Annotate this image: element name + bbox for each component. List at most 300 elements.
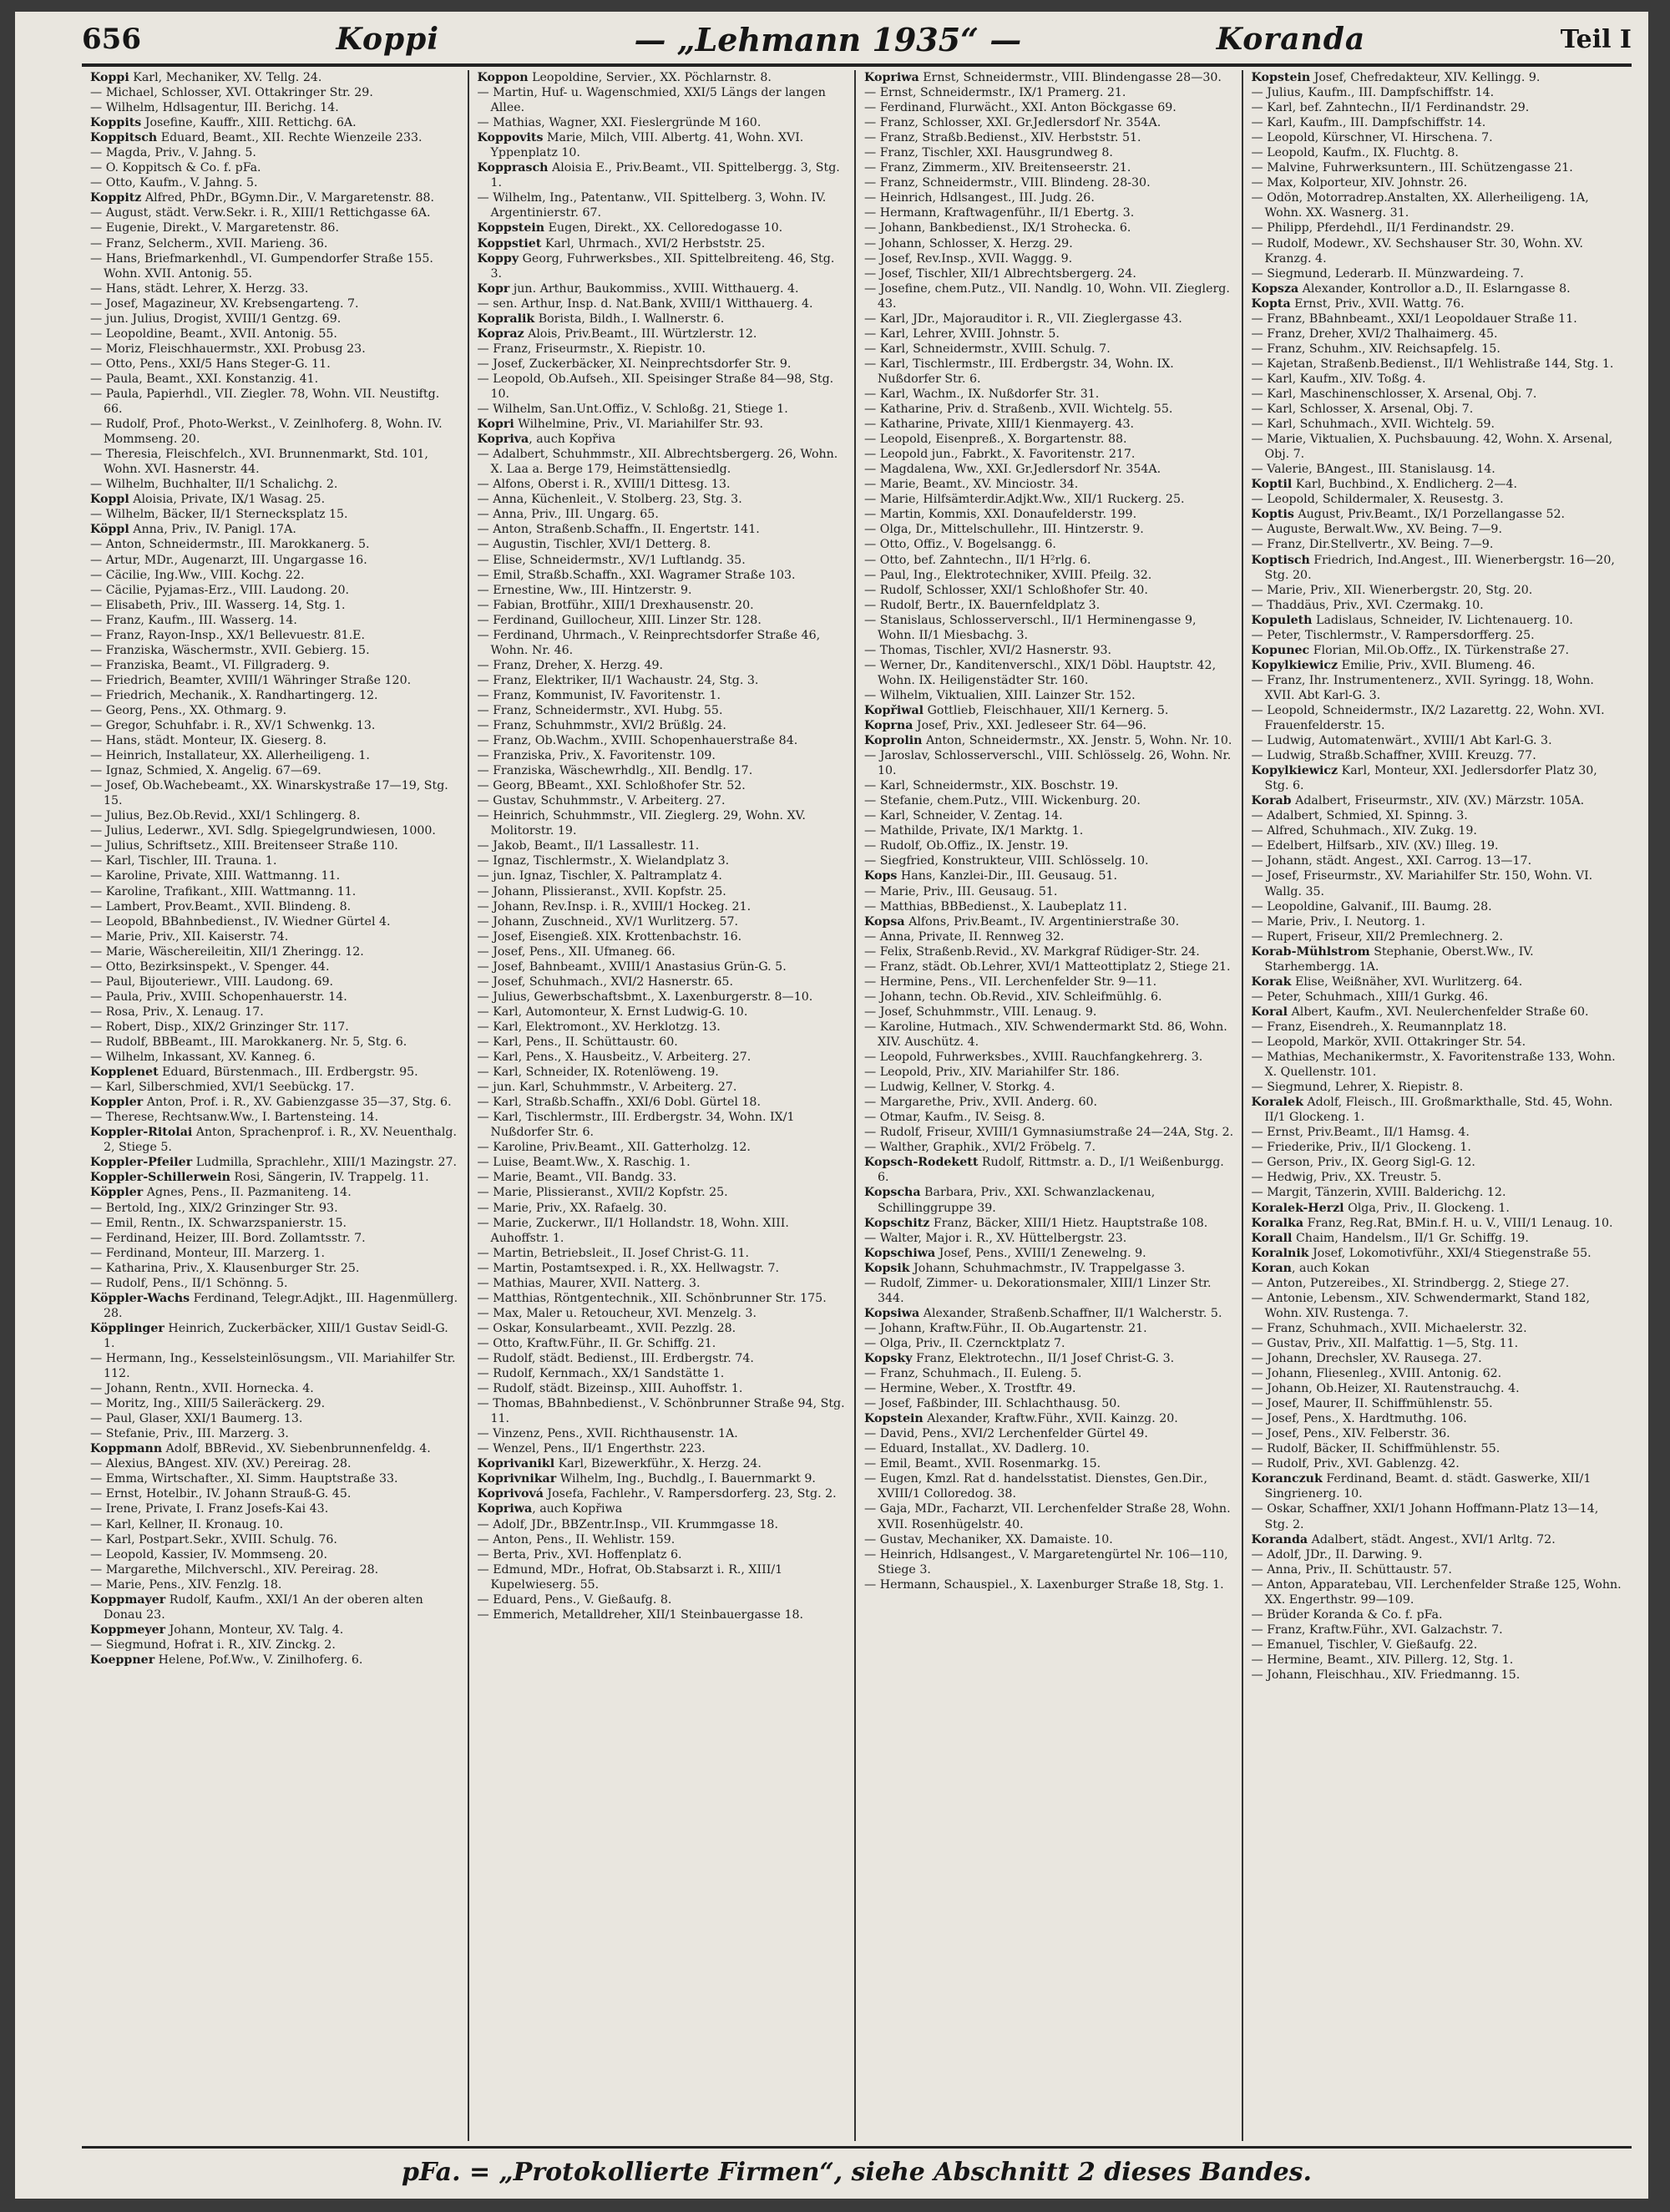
directory-entry — [90, 205, 461, 220]
entry-text: — Johann, Drechsler, XV. Rausega. 27. — [1251, 1351, 1482, 1365]
entry-text: — Josef, Ob.Wachebeamt., XX. Winarskystraße 17—19, Stg. 15. — [90, 779, 448, 808]
entry-text: — Rudolf, Bertr., IX. Bauernfeldplatz 3. — [864, 598, 1101, 612]
directory-entry — [864, 522, 1235, 537]
directory-entry — [90, 115, 461, 130]
entry-text: — Julius, Lederwr., XVI. Sdlg. Spiegelgrundwiesen, 1000. — [90, 824, 436, 838]
entry-text: — Anton, Pens., II. Wehlistr. 159. — [477, 1532, 676, 1546]
entry-text: Anna, Priv., IV. Panigl. 17A. — [129, 523, 296, 537]
directory-entry — [478, 1562, 848, 1592]
directory-entry — [864, 100, 1235, 115]
entry-text: — Mathias, Mechanikermstr., X. Favoritenstraße 133, Wohn. X. Quellenstr. 101. — [1251, 1050, 1616, 1080]
entry-text: — Gustav, Priv., XII. Malfattig. 1—5, Stg. 11. — [1251, 1336, 1519, 1350]
directory-entry — [478, 1050, 848, 1065]
directory-entry — [1252, 1441, 1622, 1456]
directory-entry — [90, 628, 461, 643]
directory-entry — [90, 372, 461, 387]
directory-entry — [478, 1080, 848, 1095]
entry-text: — Olga, Priv., II. Czerncktplatz 7. — [864, 1336, 1065, 1350]
entry-text: — August, städt. Verw.Sekr. i. R., XIII/1 Rettichgasse 6A. — [90, 206, 431, 220]
directory-entry — [90, 1396, 461, 1411]
directory-entry — [478, 553, 848, 568]
entry-surname: Kopriwa — [864, 71, 919, 84]
entry-text: — Karl, Pens., X. Hausbeitz., V. Arbeiterg. 27. — [477, 1050, 752, 1065]
entry-surname: Koralka — [1251, 1216, 1304, 1230]
entry-text: — Marie, Priv., I. Neutorg. 1. — [1251, 914, 1425, 929]
entry-text: Alfons, Priv.Beamt., IV. Argentinierstraße 30. — [904, 914, 1180, 929]
entry-text: Ernst, Schneidermstr., VIII. Blindengasse 28—30. — [918, 71, 1222, 84]
entry-text: Eduard, Bürstenmach., III. Erdbergstr. 95. — [158, 1066, 418, 1080]
entry-text: Heinrich, Zuckerbäcker, XIII/1 Gustav Seidl-G. 1. — [104, 1321, 448, 1350]
entry-text: — Ludwig, Kellner, V. Storkg. 4. — [864, 1081, 1055, 1095]
directory-entry — [864, 387, 1235, 402]
entry-text: Gottlieb, Fleischhauer, XII/1 Kernerg. 5. — [924, 703, 1169, 717]
entry-text: Rosi, Sängerin, IV. Trappelg. 11. — [230, 1171, 429, 1185]
entry-text: — Ferdinand, Flurwächt., XXI. Anton Böckgasse 69. — [864, 101, 1177, 115]
directory-entry — [864, 1441, 1235, 1456]
directory-entry — [90, 326, 461, 342]
entry-surname: Kopprasch — [477, 161, 549, 175]
directory-entry — [478, 372, 848, 402]
directory-entry — [864, 929, 1235, 944]
entry-text: — Wilhelm, Hdlsagentur, III. Berichg. 14. — [90, 101, 339, 115]
directory-entry — [864, 1366, 1235, 1381]
directory-entry — [478, 1501, 848, 1516]
entry-text: — Karl, Kaufm., III. Dampfschiffstr. 14. — [1251, 116, 1486, 130]
directory-entry — [1252, 507, 1622, 522]
directory-entry — [864, 974, 1235, 990]
entry-text: — Friedrich, Mechanik., X. Randhartingerg. 12. — [90, 688, 378, 702]
directory-entry — [90, 1501, 461, 1516]
directory-entry — [864, 251, 1235, 266]
directory-entry — [478, 1381, 848, 1396]
entry-text: — Johann, Rev.Insp. i. R., XVIII/1 Hockeg. 21. — [477, 899, 752, 914]
entry-text: , auch Kopřiwa — [532, 1502, 623, 1516]
directory-entry — [478, 492, 848, 507]
entry-surname: Koppon — [477, 71, 529, 84]
directory-entry — [1252, 1050, 1622, 1080]
entry-text: — Leopoldine, Beamt., XVII. Antonig. 55. — [90, 326, 337, 341]
entry-surname: Kopschiwa — [864, 1246, 936, 1260]
directory-entry — [864, 1411, 1235, 1426]
entry-text: — Johann, Fliesenleg., XVIII. Antonig. 62. — [1251, 1367, 1502, 1381]
column-3 — [854, 70, 1242, 2141]
entry-text: — Oskar, Konsularbeamt., XVII. Pezzlg. 28. — [477, 1321, 736, 1335]
entry-text: Adolf, Fleisch., III. Großmarkthalle, Std. 45, Wohn. II/1 Glockeng. 1. — [1264, 1096, 1613, 1125]
directory-entry — [90, 929, 461, 944]
directory-entry — [90, 1201, 461, 1216]
entry-text: Florian, Mil.Ob.Offz., IX. Türkenstraße 27. — [1309, 643, 1570, 657]
entry-text: — Rudolf, Friseur, XVIII/1 Gymnasiumstraße 24—24A, Stg. 2. — [864, 1126, 1234, 1140]
entry-text: — Julius, Kaufm., III. Dampfschiffstr. 14. — [1251, 86, 1495, 100]
entry-text: Chaim, Handelsm., II/1 Gr. Schiffg. 19. — [1292, 1231, 1529, 1245]
directory-entry — [1252, 190, 1622, 220]
directory-entry — [478, 1426, 848, 1441]
directory-entry — [864, 1216, 1235, 1231]
entry-text: — Marie, Beamt., XV. Minciostr. 34. — [864, 478, 1079, 492]
directory-entry — [478, 1216, 848, 1246]
directory-entry — [90, 808, 461, 823]
directory-entry — [1252, 1231, 1622, 1246]
directory-entry — [478, 658, 848, 673]
entry-text: Karl, Monteur, XXI. Jedlersdorfer Platz 30, Stg. 6. — [1264, 764, 1597, 793]
entry-text: — Josef, Zuckerbäcker, XI. Neinprechtsdorfer Str. 9. — [477, 357, 792, 371]
entry-text: — Franz, Dir.Stellvertr., XV. Being. 7—9. — [1251, 538, 1494, 552]
directory-entry — [1252, 1653, 1622, 1668]
entry-text: Josef, Lokomotivführ., XXI/4 Stiegenstraße 55. — [1308, 1246, 1592, 1260]
entry-surname: Kopsky — [864, 1351, 913, 1365]
entry-text: — Johann, Rentn., XVII. Hornecka. 4. — [90, 1382, 314, 1396]
directory-entry — [90, 1562, 461, 1577]
directory-entry — [864, 447, 1235, 462]
entry-surname: Koppitsch — [90, 131, 158, 145]
directory-entry — [1252, 1005, 1622, 1020]
directory-entry — [90, 281, 461, 296]
entry-text: — Franz, Schuhm., XIV. Reichsapfelg. 15. — [1251, 342, 1500, 356]
directory-entry — [90, 175, 461, 190]
entry-text: Aloisia, Private, IX/1 Wasag. 25. — [129, 493, 326, 507]
entry-text: — Fabian, Brotführ., XIII/1 Drexhausenstr. 20. — [477, 598, 754, 612]
entry-text: — Emil, Rentn., IX. Schwarzspanierstr. 15. — [90, 1216, 347, 1230]
directory-entry — [90, 1577, 461, 1592]
directory-entry — [90, 1653, 461, 1668]
entry-text: Anton, Sprachenprof. i. R., XV. Neuenthalg. 2, Stiege 5. — [104, 1126, 457, 1155]
directory-entry — [1252, 522, 1622, 537]
directory-entry — [1252, 1396, 1622, 1411]
directory-entry — [864, 1080, 1235, 1095]
directory-entry — [864, 477, 1235, 492]
entry-text: — Hermine, Weber., X. Trostftr. 49. — [864, 1382, 1076, 1396]
directory-entry — [864, 236, 1235, 251]
entry-surname: Kopr — [477, 281, 510, 296]
entry-text: Alfred, PhDr., BGymn.Dir., V. Margaretenstr. 88. — [141, 191, 435, 205]
entry-surname: Köppler-Wachs — [90, 1291, 190, 1305]
directory-entry — [1252, 1501, 1622, 1531]
entry-text: — Leopold, Schildermaler, X. Reusestg. 3. — [1251, 493, 1504, 507]
entry-text: Helene, Pof.Ww., V. Zinilhoferg. 6. — [154, 1653, 363, 1667]
directory-entry — [1252, 583, 1622, 598]
entry-text: — Leopold, Ob.Aufseh., XII. Speisinger Straße 84—98, Stg. 10. — [477, 372, 834, 401]
directory-entry — [864, 718, 1235, 733]
entry-text: Agnes, Pens., II. Pazmaniteng. 14. — [143, 1186, 352, 1200]
entry-text: — Karl, Schneidermstr., XVIII. Schulg. 7. — [864, 342, 1111, 356]
directory-entry — [1252, 372, 1622, 387]
entry-text: Barbara, Priv., XXI. Schwanzlackenau, Schillinggruppe 39. — [878, 1186, 1156, 1215]
entry-text: Wilhelm, Ing., Buchdlg., I. Bauernmarkt 9. — [556, 1472, 816, 1486]
directory-entry — [864, 1125, 1235, 1140]
directory-entry — [478, 130, 848, 160]
entry-text: Alexander, Straßenb.Schaffner, II/1 Walcherstr. 5. — [919, 1306, 1222, 1320]
directory-entry — [864, 145, 1235, 160]
directory-entry — [90, 160, 461, 175]
entry-text: — Franziska, Wäschewrhdlg., XII. Bendlg. 17. — [477, 764, 753, 778]
entry-text: — Karl, Elektromont., XV. Herklotzg. 13. — [477, 1020, 721, 1034]
entry-surname: Kopralik — [477, 311, 535, 326]
directory-entry — [478, 1517, 848, 1532]
directory-entry — [864, 823, 1235, 838]
directory-entry — [1252, 990, 1622, 1005]
directory-entry — [864, 1351, 1235, 1366]
entry-text: — Paul, Glaser, XXI/1 Baumerg. 13. — [90, 1412, 303, 1426]
entry-text: — jun. Ignaz, Tischler, X. Paltramplatz 4. — [477, 869, 722, 883]
directory-entry — [864, 311, 1235, 326]
entry-text: — David, Pens., XVI/2 Lerchenfelder Gürtel 49. — [864, 1427, 1148, 1441]
entry-text: — Wilhelm, Buchhalter, II/1 Schalichg. 2. — [90, 478, 338, 492]
entry-surname: Koptis — [1251, 508, 1294, 522]
entry-text: — Ignaz, Schmied, X. Angelig. 67—69. — [90, 764, 321, 778]
running-header — [82, 17, 1632, 62]
entry-surname: Kopsza — [1251, 281, 1299, 296]
entry-text: , auch Kopřiva — [529, 433, 616, 447]
directory-entry — [1252, 658, 1622, 673]
entry-text: — Otto, Offiz., V. Bogelsangg. 6. — [864, 538, 1056, 552]
entry-text: — Marie, Plissieranst., XVII/2 Kopfstr. 25. — [477, 1186, 728, 1200]
directory-entry — [864, 281, 1235, 311]
directory-entry — [90, 673, 461, 688]
entry-text: — Otto, Pens., XXI/5 Hans Steger-G. 11. — [90, 357, 331, 371]
directory-entry — [1252, 733, 1622, 748]
entry-text: — Olga, Dr., Mittelschullehr., III. Hintzerstr. 9. — [864, 523, 1144, 537]
entry-text: Josefine, Kauffr., XIII. Rettichg. 6A. — [141, 116, 357, 130]
entry-surname: Kopsiwa — [864, 1306, 920, 1320]
directory-entry — [864, 115, 1235, 130]
directory-entry — [90, 763, 461, 778]
directory-entry — [478, 1351, 848, 1366]
entry-text: — sen. Arthur, Insp. d. Nat.Bank, XVIII/1 Witthauerg. 4. — [477, 296, 813, 311]
directory-entry — [90, 311, 461, 326]
directory-entry — [864, 1532, 1235, 1547]
entry-surname: Kopsch-Rodekett — [864, 1156, 979, 1170]
entry-text: — Franziska, Wäschermstr., XVII. Gebierg. 15. — [90, 643, 370, 657]
directory-entry — [864, 160, 1235, 175]
directory-entry — [864, 658, 1235, 688]
entry-text: — Josef, Friseurmstr., XV. Mariahilfer Str. 150, Wohn. VI. Wallg. 35. — [1251, 869, 1593, 898]
entry-text: — Wilhelm, Ing., Patentanw., VII. Spittelberg. 3, Wohn. IV. Argentinierstr. 67. — [477, 191, 827, 220]
directory-entry — [864, 417, 1235, 432]
entry-surname: Koralek — [1251, 1096, 1303, 1110]
directory-entry — [1252, 1547, 1622, 1562]
directory-entry — [1252, 311, 1622, 326]
entry-text: — Johann, Ob.Heizer, XI. Rautenstrauchg. 4. — [1251, 1382, 1520, 1396]
entry-text: Ferdinand, Beamt. d. städt. Gaswerke, XII/1 Singrienerg. 10. — [1264, 1472, 1592, 1501]
directory-entry — [90, 1050, 461, 1065]
entry-text: Karl, Mechaniker, XV. Tellg. 24. — [129, 71, 322, 84]
directory-entry — [90, 1216, 461, 1231]
entry-surname: Köppler — [90, 1186, 144, 1200]
entry-text: — Franz, Dreher, XVI/2 Thalhaimerg. 45. — [1251, 326, 1498, 341]
entry-text: — Magda, Priv., V. Jahng. 5. — [90, 146, 256, 160]
entry-surname: Koprivnikar — [477, 1472, 557, 1486]
entry-text: — Rudolf, Schlosser, XXI/1 Schloßhofer Str. 40. — [864, 583, 1148, 597]
entry-surname: Koppstein — [477, 221, 545, 235]
entry-text: — Hans, städt. Lehrer, X. Herzg. 33. — [90, 281, 309, 296]
entry-text: Adolf, BBRevid., XV. Siebenbrunnenfeldg. 4. — [162, 1442, 431, 1456]
entry-text: — Stanislaus, Schlosserverschl., II/1 Herminengasse 9, Wohn. II/1 Miesbachg. 3. — [864, 613, 1197, 642]
directory-entry — [478, 507, 848, 522]
entry-text: — Adalbert, Schmied, XI. Spinng. 3. — [1251, 809, 1468, 823]
entry-surname: Koranczuk — [1251, 1472, 1323, 1486]
entry-text: — Karl, Wachm., IX. Nußdorfer Str. 31. — [864, 387, 1100, 401]
entry-text: — Georg, Pens., XX. Othmarg. 9. — [90, 703, 287, 717]
entry-text: — Luise, Beamt.Ww., X. Raschig. 1. — [477, 1156, 691, 1170]
entry-text: Karl, Bizewerkführ., X. Herzg. 24. — [554, 1457, 762, 1471]
entry-surname: Koppi — [90, 71, 129, 84]
entry-text: — Karl, Schneider, IX. Rotenlöweng. 19. — [477, 1066, 719, 1080]
entry-text: — Johann, städt. Angest., XXI. Carrog. 13—17. — [1251, 854, 1532, 868]
directory-entry — [478, 115, 848, 130]
entry-text: — Anna, Priv., II. Schüttaustr. 57. — [1251, 1562, 1452, 1577]
directory-entry — [1252, 1125, 1622, 1140]
directory-entry — [90, 959, 461, 974]
entry-text: — Leopold, Kaufm., IX. Fluchtg. 8. — [1251, 146, 1459, 160]
directory-entry — [478, 884, 848, 899]
directory-entry — [1252, 266, 1622, 281]
entry-surname: Koppl — [90, 493, 129, 507]
entry-text: — Ludwig, Automatenwärt., XVIII/1 Abt Karl-G. 3. — [1251, 734, 1552, 748]
directory-entry — [1252, 70, 1622, 85]
entry-text: — Ferdinand, Uhrmach., V. Reinprechtsdorfer Straße 46, Wohn. Nr. 46. — [477, 628, 821, 657]
directory-entry — [1252, 628, 1622, 643]
entry-surname: Kopylkiewicz — [1251, 658, 1339, 672]
entry-text: — Wilhelm, Inkassant, XV. Kanneg. 6. — [90, 1050, 316, 1065]
directory-entry — [90, 1622, 461, 1637]
directory-entry — [864, 1231, 1235, 1246]
directory-entry — [478, 688, 848, 703]
entry-text: — Rudolf, Prof., Photo-Werkst., V. Zeinlhoferg. 8, Wohn. IV. Mommseng. 20. — [90, 418, 443, 447]
directory-entry — [90, 1486, 461, 1501]
directory-entry — [90, 1441, 461, 1456]
directory-entry — [478, 628, 848, 658]
directory-entry — [864, 1471, 1235, 1501]
entry-surname: Koprolin — [864, 734, 923, 748]
directory-entry — [478, 733, 848, 748]
entry-text: — Marie, Wäschereileitin, XII/1 Zheringg. 12. — [90, 944, 364, 959]
entry-text: — Anton, Putzereibes., XI. Strindbergg. 2, Stiege 27. — [1251, 1276, 1570, 1290]
entry-text: — Ferdinand, Heizer, III. Bord. Zollamtsstr. 7. — [90, 1231, 366, 1245]
directory-entry — [864, 1020, 1235, 1050]
entry-text: — Ernestine, Ww., III. Hintzerstr. 9. — [477, 583, 692, 597]
directory-entry — [478, 1201, 848, 1216]
directory-entry — [864, 1140, 1235, 1155]
column-1 — [87, 70, 468, 2141]
entry-text: — Katharina, Priv., X. Klausenburger Str. 25. — [90, 1261, 360, 1275]
entry-text: — Siegmund, Lehrer, X. Riepistr. 8. — [1251, 1081, 1464, 1095]
entry-text: — Friederike, Priv., II/1 Glockeng. 1. — [1251, 1141, 1471, 1155]
directory-entry — [90, 1110, 461, 1125]
directory-entry — [90, 1185, 461, 1200]
entry-surname: Koranda — [1251, 1532, 1308, 1546]
entry-text: — Cäcilie, Pyjamas-Erz., VIII. Laudong. 20. — [90, 583, 350, 597]
entry-text: — Therese, Rechtsanw.Ww., I. Bartensteing. 14. — [90, 1111, 379, 1125]
entry-text: — Max, Maler u. Retoucheur, XVI. Menzelg. 3. — [477, 1306, 757, 1320]
entry-text: Georg, Fuhrwerksbes., XII. Spittelbreiteng. 46, Stg. 3. — [490, 251, 835, 281]
directory-entry — [90, 884, 461, 899]
entry-text: — Karl, Kellner, II. Kronaug. 10. — [90, 1517, 284, 1531]
directory-entry — [90, 522, 461, 537]
directory-entry — [864, 357, 1235, 387]
entry-text: — Anton, Apparatebau, VII. Lerchenfelder Straße 125, Wohn. XX. Engerthstr. 99—109. — [1251, 1577, 1622, 1607]
directory-entry — [1252, 1426, 1622, 1441]
entry-text: — Josef, Magazineur, XV. Krebsengarteng. 7. — [90, 296, 359, 311]
entry-surname: Korab-Mühlstrom — [1251, 944, 1370, 959]
directory-entry — [90, 914, 461, 929]
entry-text: — Robert, Disp., XIX/2 Grinzinger Str. 117. — [90, 1020, 349, 1034]
entry-text: — Emil, Beamt., XVII. Rosenmarkg. 15. — [864, 1457, 1101, 1471]
directory-entry — [478, 1291, 848, 1306]
entry-text: — Franz, Schneidermstr., XVI. Hubg. 55. — [477, 703, 723, 717]
directory-entry — [478, 1336, 848, 1351]
directory-entry — [1252, 1607, 1622, 1622]
entry-text: — Josef, Schuhmmstr., VIII. Lenaug. 9. — [864, 1005, 1097, 1019]
entry-surname: Koppmeyer — [90, 1622, 166, 1637]
directory-entry — [90, 553, 461, 568]
entry-text: Johann, Monteur, XV. Talg. 4. — [165, 1622, 344, 1637]
entry-text: — Paula, Papierhdl., VII. Ziegler. 78, Wohn. VII. Neustiftg. 66. — [90, 387, 440, 417]
entry-text: Franz, Reg.Rat, BMin.f. H. u. V., VIII/1 Lenaug. 10. — [1303, 1216, 1613, 1230]
entry-text: — Gustav, Mechaniker, XX. Damaiste. 10. — [864, 1532, 1113, 1546]
directory-entry — [1252, 492, 1622, 507]
directory-entry — [864, 205, 1235, 220]
entry-surname: Kopri — [477, 418, 514, 432]
directory-entry — [478, 899, 848, 914]
entry-text: — Franz, Schuhmach., II. Euleng. 5. — [864, 1367, 1082, 1381]
entry-text: — Martin, Huf- u. Wagenschmied, XXI/5 Längs der langen Allee. — [477, 86, 826, 115]
directory-entry — [864, 853, 1235, 868]
entry-text: — jun. Karl, Schuhmmstr., V. Arbeiterg. 27. — [477, 1081, 737, 1095]
entry-text: Hans, Kanzlei-Dir., III. Geusaug. 51. — [897, 869, 1118, 883]
directory-entry — [1252, 417, 1622, 432]
directory-entry — [90, 974, 461, 990]
entry-text: — Theresia, Fleischfelch., XVI. Brunnenmarkt, Std. 101, Wohn. XVI. Hasnerstr. 44. — [90, 448, 428, 477]
entry-text: — Walther, Graphik., XVI/2 Fröbelg. 7. — [864, 1141, 1096, 1155]
entry-text: Josefa, Fachlehr., V. Rampersdorferg. 23, Stg. 2. — [543, 1487, 837, 1501]
directory-entry — [478, 477, 848, 492]
entry-surname: Kopstein — [864, 1412, 924, 1426]
entry-text: — Adalbert, Schuhmmstr., XII. Albrechtsbergerg. 26, Wohn. X. Laa a. Berge 179, Heimstättensiedlg. — [477, 448, 838, 477]
entry-surname: Kopriwa — [477, 1502, 533, 1516]
entry-surname: Koprivová — [477, 1487, 544, 1501]
entry-text: — Josef, Pens., XIV. Felberstr. 36. — [1251, 1427, 1450, 1441]
entry-surname: Koprna — [864, 719, 913, 733]
entry-text: — Heinrich, Hdlsangest., III. Judg. 26. — [864, 191, 1095, 205]
directory-entry — [864, 130, 1235, 145]
entry-text: — Artur, MDr., Augenarzt, III. Ungargasse 16. — [90, 553, 367, 567]
entry-text: — Magdalena, Ww., XXI. Gr.Jedlersdorf Nr. 354A. — [864, 463, 1161, 477]
entry-text: — Paul, Bijouteriewr., VIII. Laudong. 69. — [90, 974, 334, 989]
directory-entry — [1252, 115, 1622, 130]
directory-entry — [90, 1231, 461, 1246]
entry-text: — Anton, Straßenb.Schaffn., II. Engertstr. 141. — [477, 523, 760, 537]
entry-text: — Rudolf, Kernmach., XX/1 Sandstätte 1. — [477, 1367, 725, 1381]
directory-entry — [864, 85, 1235, 100]
entry-text: — Eugen, Kmzl. Rat d. handelsstatist. Dienstes, Gen.Dir., XVIII/1 Colloredog. 38. — [864, 1472, 1208, 1501]
directory-entry — [478, 703, 848, 718]
directory-entry — [1252, 823, 1622, 838]
directory-entry — [1252, 1532, 1622, 1547]
entry-text: Adalbert, städt. Angest., XVI/1 Arltg. 72. — [1308, 1532, 1556, 1546]
entry-text: — Otto, Kraftw.Führ., II. Gr. Schiffg. 21. — [477, 1336, 716, 1350]
entry-text: — Marie, Pens., XIV. Fenzlg. 18. — [90, 1577, 282, 1592]
entry-text: — Katharine, Priv. d. Straßenb., XVII. Wichtelg. 55. — [864, 402, 1173, 417]
entry-text: — Moriz, Fleischhauermstr., XXI. Probusg 23. — [90, 342, 366, 356]
entry-text: — Marie, Beamt., VII. Bandg. 33. — [477, 1171, 677, 1185]
entry-text: — Hermine, Beamt., XIV. Pillerg. 12, Stg. 1. — [1251, 1653, 1514, 1667]
entry-text: Aloisia E., Priv.Beamt., VII. Spittelbergg. 3, Stg. 1. — [490, 161, 840, 190]
entry-surname: Koral — [1251, 1005, 1288, 1019]
entry-text: — Marie, Hilfsämterdir.Adjkt.Ww., XII/1 Ruckerg. 25. — [864, 493, 1185, 507]
directory-entry — [478, 447, 848, 477]
directory-entry — [1252, 553, 1622, 583]
directory-entry — [478, 220, 848, 235]
